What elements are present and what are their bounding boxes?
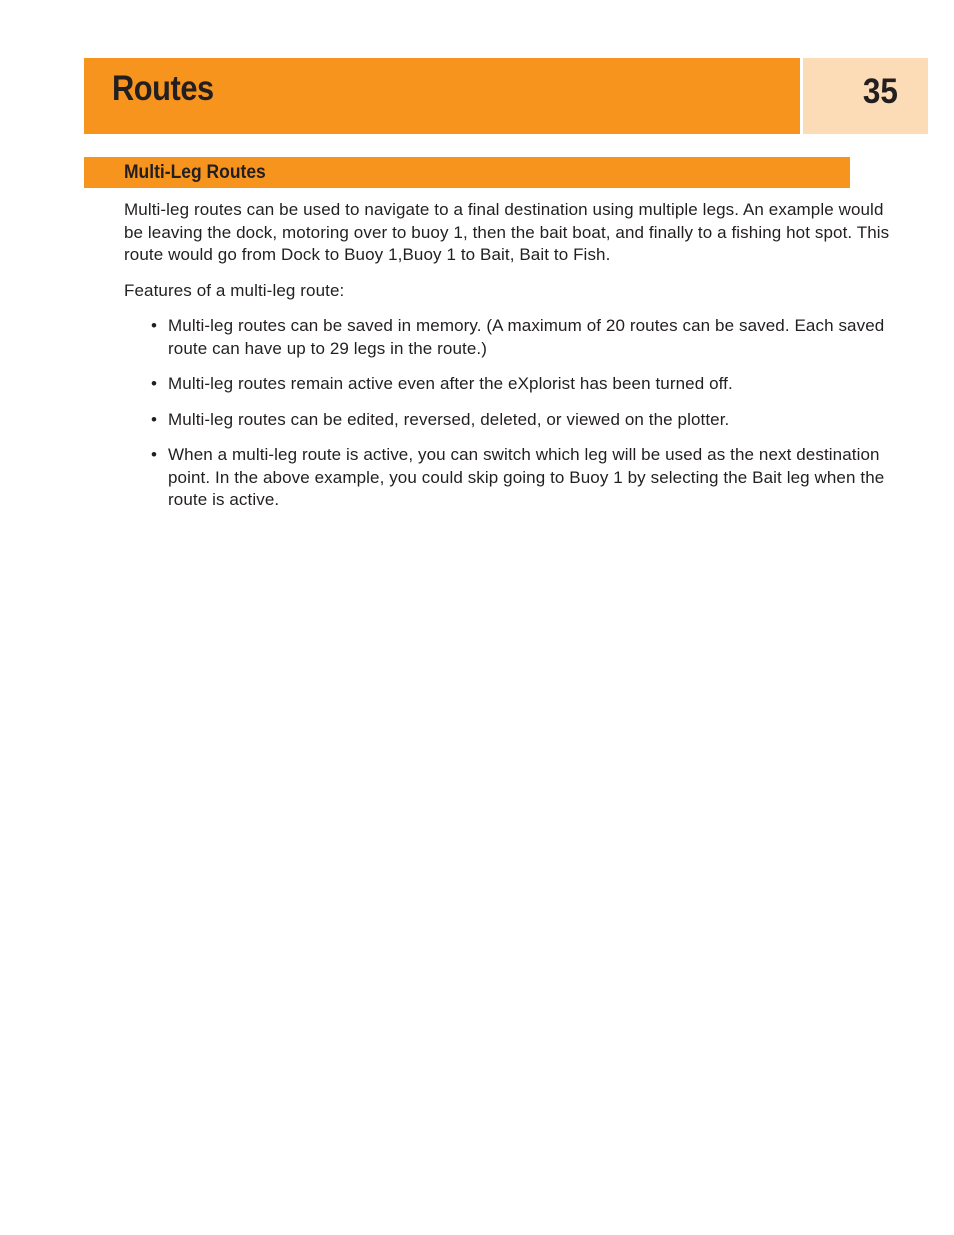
list-item-text: Multi-leg routes can be edited, reversed, deleted, or viewed on the plotter.: [168, 409, 730, 429]
features-lead-in: Features of a multi-leg route:: [124, 281, 345, 300]
chapter-header-bar: [84, 58, 800, 134]
list-item: [124, 373, 904, 396]
chapter-title: Routes: [112, 69, 214, 108]
list-item: [124, 444, 904, 512]
list-item: [124, 315, 904, 360]
bullet-icon: •: [151, 374, 158, 393]
list-item: [124, 409, 904, 432]
list-item-text: Multi-leg routes remain active even after the eXplorist has been turned off.: [168, 374, 733, 393]
page-number-tab: [803, 58, 928, 134]
list-item-text: Multi-leg routes can be saved in memory. (A maximum of 20 routes can be saved. Each saved route can have up to 29 legs in the route.): [168, 316, 885, 358]
bullet-icon: •: [151, 409, 158, 429]
bullet-icon: •: [151, 316, 158, 335]
list-item-text: When a multi-leg route is active, you can switch which leg will be used as the next destination point. In the above example, you could skip going to Buoy 1 by selecting the Bait leg when the route is active.: [168, 445, 885, 509]
bullet-icon: •: [151, 445, 158, 464]
page-number: 35: [862, 72, 898, 111]
section-title: Multi-Leg Routes: [124, 162, 266, 183]
section-header-bar: [84, 157, 850, 188]
feature-list: [124, 315, 904, 525]
intro-paragraph: Multi-leg routes can be used to navigate to a final destination using multiple legs. An example would be leaving the dock, motoring over to buoy 1, then the bait boat, and finally to a fishing hot spot. This route would go from Dock to Buoy 1,Buoy 1 to Bait, Bait to Fish.: [124, 200, 890, 264]
